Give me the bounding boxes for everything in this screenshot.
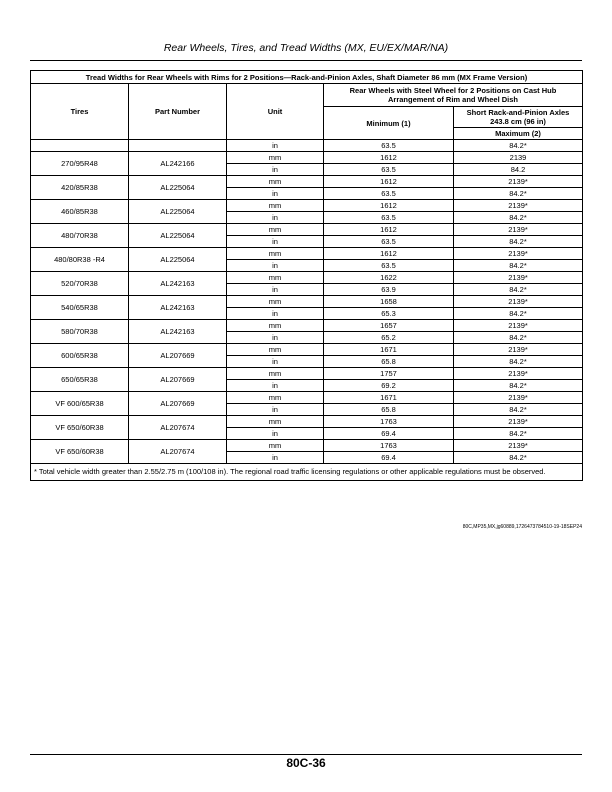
minimum-cell: 1757 — [324, 368, 454, 380]
minimum-cell: 63.5 — [324, 140, 454, 152]
minimum-cell: 1622 — [324, 272, 454, 284]
table-row — [31, 140, 583, 152]
part-number-cell: AL242166 — [129, 152, 227, 176]
unit-cell: mm — [227, 248, 324, 260]
part-number-cell: AL207674 — [129, 416, 227, 440]
tire-cell: 270/95R48 — [31, 152, 129, 176]
maximum-cell: 2139* — [454, 176, 583, 188]
unit-cell: mm — [227, 416, 324, 428]
tire-cell: 480/80R38 -R4 — [31, 248, 129, 272]
header-divider — [30, 60, 582, 61]
table-footnote: * Total vehicle width greater than 2.55/2.75 m (100/108 in). The regional road traffic licensing regulations or other applicable regulations must be observed. — [31, 464, 583, 481]
unit-cell: mm — [227, 320, 324, 332]
table-row — [31, 248, 583, 260]
table-row — [31, 344, 583, 356]
tire-cell: VF 650/60R38 — [31, 416, 129, 440]
table-body — [31, 140, 583, 464]
tire-cell: 480/70R38 — [31, 224, 129, 248]
unit-cell: mm — [227, 224, 324, 236]
unit-cell: in — [227, 380, 324, 392]
minimum-cell: 63.5 — [324, 260, 454, 272]
maximum-cell: 2139* — [454, 200, 583, 212]
tire-cell: 650/65R38 — [31, 368, 129, 392]
maximum-cell: 2139* — [454, 248, 583, 260]
part-number-cell: AL207669 — [129, 392, 227, 416]
maximum-cell: 2139* — [454, 344, 583, 356]
minimum-cell: 65.8 — [324, 356, 454, 368]
column-header-unit: Unit — [227, 84, 324, 140]
maximum-cell: 84.2* — [454, 260, 583, 272]
part-number-cell: AL207669 — [129, 344, 227, 368]
minimum-cell: 1612 — [324, 176, 454, 188]
column-group-heading: Rear Wheels with Steel Wheel for 2 Positions on Cast Hub Arrangement of Rim and Wheel Dish — [324, 84, 583, 107]
part-number-cell: AL242163 — [129, 320, 227, 344]
unit-cell: in — [227, 356, 324, 368]
page-header-title: Rear Wheels, Tires, and Tread Widths (MX, EU/EX/MAR/NA) — [163, 42, 449, 54]
minimum-cell: 1657 — [324, 320, 454, 332]
maximum-cell: 2139* — [454, 224, 583, 236]
tire-cell: 600/65R38 — [31, 344, 129, 368]
unit-cell: in — [227, 188, 324, 200]
maximum-cell: 84.2* — [454, 188, 583, 200]
maximum-cell: 2139* — [454, 296, 583, 308]
minimum-cell: 1612 — [324, 248, 454, 260]
maximum-cell: 84.2* — [454, 284, 583, 296]
minimum-cell: 63.5 — [324, 236, 454, 248]
minimum-cell: 69.2 — [324, 380, 454, 392]
minimum-cell: 1612 — [324, 224, 454, 236]
minimum-cell: 65.3 — [324, 308, 454, 320]
unit-cell: mm — [227, 272, 324, 284]
table-row — [31, 416, 583, 428]
column-header-minimum: Minimum (1) — [324, 107, 454, 140]
table-title: Tread Widths for Rear Wheels with Rims for 2 Positions—Rack-and-Pinion Axles, Shaft Diameter 86 mm (MX Frame Version) — [31, 71, 583, 84]
table-row — [31, 320, 583, 332]
page-number: 80C-36 — [286, 756, 326, 770]
minimum-cell: 69.4 — [324, 452, 454, 464]
minimum-cell: 1671 — [324, 344, 454, 356]
unit-cell: in — [227, 404, 324, 416]
minimum-cell: 1763 — [324, 440, 454, 452]
maximum-cell: 84.2* — [454, 212, 583, 224]
unit-cell: in — [227, 284, 324, 296]
minimum-cell: 63.5 — [324, 212, 454, 224]
minimum-cell: 1763 — [324, 416, 454, 428]
maximum-cell: 84.2* — [454, 308, 583, 320]
maximum-cell: 84.2* — [454, 428, 583, 440]
minimum-cell: 1658 — [324, 296, 454, 308]
table-row — [31, 152, 583, 164]
minimum-cell: 69.4 — [324, 428, 454, 440]
part-number-cell: AL225064 — [129, 200, 227, 224]
unit-cell: in — [227, 164, 324, 176]
tire-cell: 540/65R38 — [31, 296, 129, 320]
tire-cell: VF 600/65R38 — [31, 392, 129, 416]
unit-cell: mm — [227, 344, 324, 356]
part-number-cell: AL225064 — [129, 248, 227, 272]
column-header-maximum: Maximum (2) — [454, 128, 583, 140]
tire-cell: VF 650/60R38 — [31, 440, 129, 464]
unit-cell: mm — [227, 176, 324, 188]
table-row — [31, 392, 583, 404]
maximum-cell: 2139* — [454, 416, 583, 428]
column-header-part-number: Part Number — [129, 84, 227, 140]
table-row — [31, 176, 583, 188]
minimum-cell: 65.8 — [324, 404, 454, 416]
maximum-cell: 84.2* — [454, 356, 583, 368]
tire-cell: 580/70R38 — [31, 320, 129, 344]
footer-divider — [30, 754, 582, 755]
maximum-cell: 84.2 — [454, 164, 583, 176]
table-row — [31, 200, 583, 212]
tire-cell: 520/70R38 — [31, 272, 129, 296]
table-row — [31, 224, 583, 236]
part-number-cell — [129, 140, 227, 152]
maximum-cell: 2139* — [454, 440, 583, 452]
unit-cell: mm — [227, 200, 324, 212]
tire-cell: 460/85R38 — [31, 200, 129, 224]
tire-cell: 420/85R38 — [31, 176, 129, 200]
tire-cell — [31, 140, 129, 152]
maximum-cell: 84.2* — [454, 332, 583, 344]
part-number-cell: AL207674 — [129, 440, 227, 464]
maximum-cell: 2139 — [454, 152, 583, 164]
maximum-cell: 84.2* — [454, 380, 583, 392]
unit-cell: in — [227, 332, 324, 344]
unit-cell: in — [227, 140, 324, 152]
part-number-cell: AL207669 — [129, 368, 227, 392]
maximum-cell: 84.2* — [454, 140, 583, 152]
minimum-cell: 1612 — [324, 200, 454, 212]
minimum-cell: 1612 — [324, 152, 454, 164]
unit-cell: in — [227, 308, 324, 320]
part-number-cell: AL242163 — [129, 272, 227, 296]
maximum-cell: 84.2* — [454, 404, 583, 416]
table-row — [31, 296, 583, 308]
unit-cell: in — [227, 452, 324, 464]
table-row — [31, 368, 583, 380]
maximum-cell: 2139* — [454, 272, 583, 284]
unit-cell: in — [227, 428, 324, 440]
unit-cell: in — [227, 236, 324, 248]
table-row — [31, 272, 583, 284]
maximum-cell: 2139* — [454, 368, 583, 380]
part-number-cell: AL242163 — [129, 296, 227, 320]
unit-cell: in — [227, 260, 324, 272]
minimum-cell: 1671 — [324, 392, 454, 404]
maximum-cell: 2139* — [454, 392, 583, 404]
maximum-cell: 2139* — [454, 320, 583, 332]
maximum-cell: 84.2* — [454, 452, 583, 464]
column-header-short-axles: Short Rack-and-Pinion Axles 243.8 cm (96 in) — [454, 107, 583, 128]
part-number-cell: AL225064 — [129, 224, 227, 248]
minimum-cell: 63.9 — [324, 284, 454, 296]
minimum-cell: 63.5 — [324, 188, 454, 200]
source-reference: 80C,MP35,MX,jg60889,1726473784510-19-18SEP24 — [462, 524, 582, 530]
minimum-cell: 65.2 — [324, 332, 454, 344]
unit-cell: mm — [227, 392, 324, 404]
unit-cell: mm — [227, 440, 324, 452]
unit-cell: in — [227, 212, 324, 224]
maximum-cell: 84.2* — [454, 236, 583, 248]
unit-cell: mm — [227, 152, 324, 164]
table-row — [31, 440, 583, 452]
column-header-tires: Tires — [31, 84, 129, 140]
minimum-cell: 63.5 — [324, 164, 454, 176]
tread-width-table — [30, 70, 583, 481]
tread-width-table-container — [30, 70, 582, 481]
part-number-cell: AL225064 — [129, 176, 227, 200]
unit-cell: mm — [227, 296, 324, 308]
unit-cell: mm — [227, 368, 324, 380]
